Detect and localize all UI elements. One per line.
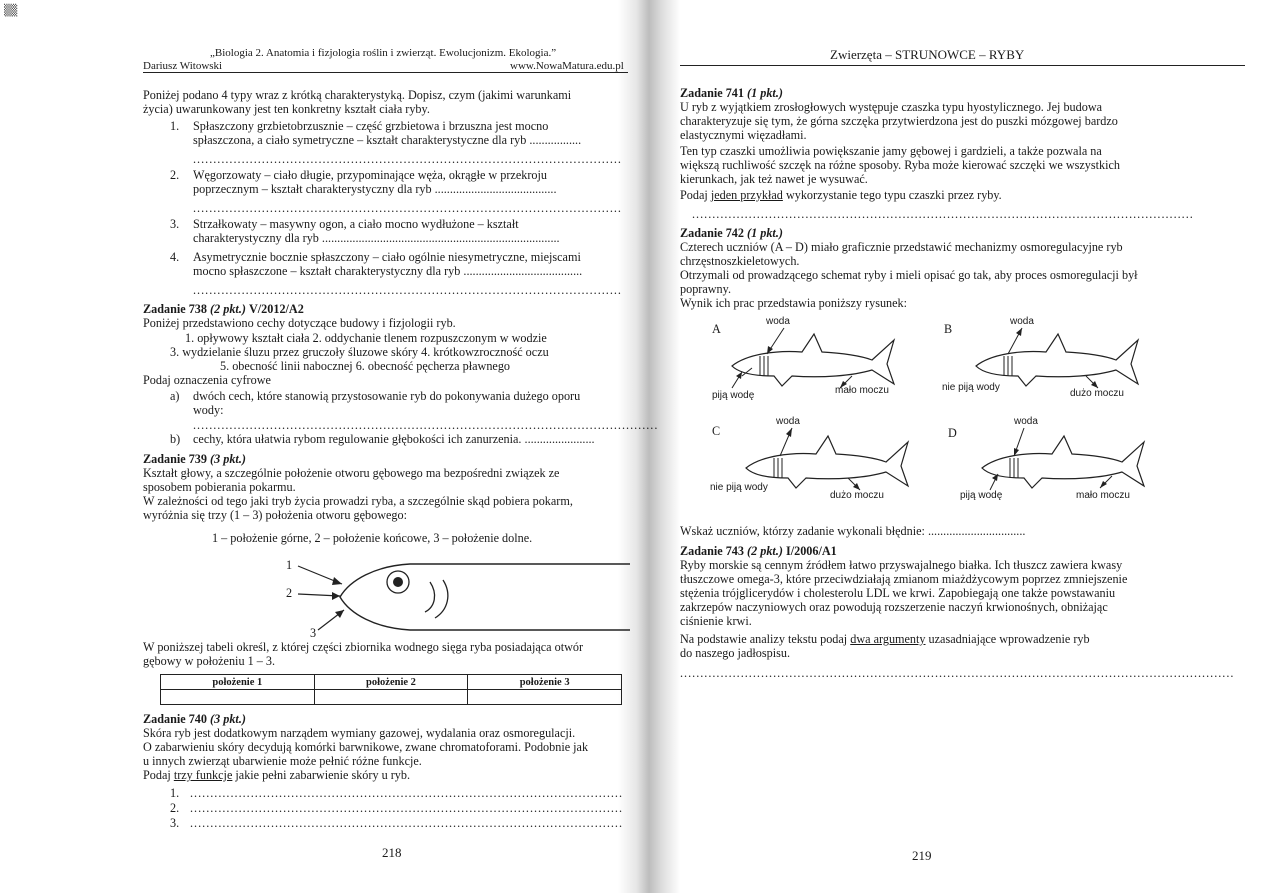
fish-head-diagram [280,552,630,647]
task-742-text: chrzęstnoszkieletowych. [680,254,800,268]
water-label: woda [776,416,800,427]
answer-line[interactable]: ........................................................................................................... [190,816,624,830]
item-text: Strzałkowaty – masywny ogon, a ciało mocno wydłużone – kształt [193,217,519,231]
task-743-ask [680,632,1090,646]
task-742-title: Zadanie 742 [680,226,744,240]
item-number: 2. [170,168,180,182]
position-number: 1 [286,558,293,572]
task-741-text: większą ruchliwość szczęk na różne sposoby. Ryba może kierować szczęki we wszystkich [680,158,1121,172]
answer-line[interactable]: .......................................................................................................... [193,201,622,215]
book-title: „Biologia 2. Anatomia i fizjologia roślin i zwierząt. Ewolucjonizm. Ekologia.” [210,47,557,59]
answer-line[interactable]: ............................................................................................................................ [692,207,1194,221]
feature-list: 5. obecność linii nabocznej 6. obecność pęcherza pławnego [220,359,511,373]
task-740-title: Zadanie 740 [143,712,207,726]
item-text: mocno spłaszczone – kształt charakterystyczny dla ryb ....................................... [193,264,583,278]
drink-label: nie piją wody [710,482,768,493]
intro-line-1: Poniżej podano 4 typy wraz z krótką charakterystyką. Dopisz, czym (jakimi warunkami [143,88,572,102]
panel-letter: D [948,426,957,440]
item-number: 4. [170,250,180,264]
task-740-text: Skóra ryb jest dodatkowym narządem wymiany gazowej, wydalania oraz osmoregulacji. [143,726,576,740]
task-740-text: u innych zwierząt ubarwienie może pełnić różne funkcje. [143,754,422,768]
ask-text: Podaj [680,188,711,202]
water-label: woda [766,316,790,327]
item-text: Asymetrycznie bocznie spłaszczony – ciało ogólnie niesymetryczne, miejscami [193,250,581,264]
drink-label: nie piją wody [942,382,1000,393]
task-741-points: (1 pkt.) [747,86,783,100]
ask-emphasis: jeden przykład [710,188,783,202]
item-text: spłaszczona, a ciało symetryczne – kształt charakterystyczne dla ryb ................. [193,133,582,147]
right-page [650,0,1263,893]
task-743-text: tłuszczowe omega-3, które przeciwdziałają zmianom miażdżycowym poprzez zmniejszenie [680,572,1128,586]
table-cell[interactable] [468,690,622,705]
task-742-ask: Wskaż uczniów, którzy zadanie wykonali błędnie: ................................ [680,524,1026,538]
task-740-ask [143,768,410,782]
ask-emphasis: dwa argumenty [850,632,926,646]
panel-letter: B [944,322,953,336]
intro-line-2: życia) uwarunkowany jest ten konkretny kształt ciała ryby. [143,102,430,116]
answer-line[interactable]: .......................................................................................................... [193,283,622,297]
mouth-positions: 1 – położenie górne, 2 – położenie końcowe, 3 – położenie dolne. [212,531,533,545]
shark-diagram-d [972,428,1152,498]
answer-number: 2. [170,801,180,815]
answer-line[interactable]: ......................................................................................................................................... [680,666,1235,680]
subtask-label: a) [170,389,180,403]
position-number: 3 [310,626,317,640]
task-743-text: zakrzepów naczyniowych oraz powodują rozszerzenie naczyń krwionośnych, obniżając [680,600,1108,614]
ask-text: Na podstawie analizy tekstu podaj [680,632,851,646]
urine-label: mało moczu [1076,490,1130,501]
task-742-points: (1 pkt.) [747,226,783,240]
author-name: Dariusz Witowski [143,60,223,72]
subtask-label: b) [170,432,181,446]
task-738-ask: Podaj oznaczenia cyfrowe [143,373,271,387]
panel-letter: C [712,424,721,438]
drink-label: piją wodę [712,390,755,401]
header-rule [680,65,1245,66]
answer-number: 1. [170,786,180,800]
subtask-a: wody: [193,403,224,417]
task-741-text: charakteryzuje się tym, że górna szczęka przytwierdzona jest do puszki mózgowej bardzo [680,114,1118,128]
task-743-ask: do naszego jadłospisu. [680,646,791,660]
subtask-a: dwóch cech, które stanowią przystosowanie ryb do pokonywania dużego oporu [193,389,581,403]
task-739-points: (3 pkt.) [210,452,246,466]
feature-list: 3. wydzielanie śluzu przez gruczoły śluzowe skóry 4. krótkowzroczność oczu [170,345,549,359]
table-header: położenie 2 [314,675,468,690]
task-741-text: kierunkach, jak też nawet je wysuwać. [680,172,868,186]
page-number: 219 [912,848,932,863]
task-741-title: Zadanie 741 [680,86,744,100]
urine-label: mało moczu [835,385,889,396]
task-738-intro: Poniżej przedstawiono cechy dotyczące budowy i fizjologii ryb. [143,316,456,330]
task-738-code: V/2012/A2 [248,302,304,316]
task-743-code: I/2006/A1 [785,544,837,558]
task-743-text: ciśnienie krwi. [680,614,752,628]
task-738-points: (2 pkt.) [210,302,246,316]
task-741-text: elastycznymi więzadłami. [680,128,807,142]
page-number: 218 [382,845,402,860]
table-header: położenie 3 [468,675,622,690]
ask-text: Podaj [143,768,174,782]
answer-line[interactable]: .......................................................................................................... [193,152,622,166]
water-label: woda [1014,416,1038,427]
ask-text: wykorzystanie tego typu czaszki przez ryby. [782,188,1002,202]
task-741-text: Ten typ czaszki umożliwia powiększanie jamy gębowej i gardzieli, a także pozwala na [680,144,1102,158]
task-739-text: W zależności od tego jaki tryb życia prowadzi ryba, a szczególnie skąd pobiera pokarm, [143,494,573,508]
answer-line[interactable]: ................................................................................................................... [193,418,659,432]
item-text: Węgorzowaty – ciało długie, przypominające węża, okrągłe w przekroju [193,168,547,182]
subtask-b: cechy, która ułatwia rybom regulowanie głębokości ich zanurzenia. ....................... [193,432,595,446]
task-742-text: poprawny. [680,282,731,296]
item-text: charakterystyczny dla ryb .............................................................................. [193,231,560,245]
answer-line[interactable]: ........................................................................................................... [190,786,624,800]
urine-label: dużo moczu [1070,388,1124,399]
task-742-text: Wynik ich prac przedstawia poniższy rysunek: [680,296,908,310]
table-cell[interactable] [314,690,468,705]
position-number: 2 [286,586,293,600]
task-743-text: Ryby morskie są cennym źródłem łatwo przyswajalnego białka. Ich tłuszcz zawiera kwasy [680,558,1123,572]
task-740-points: (3 pkt.) [210,712,246,726]
task-743-points: (2 pkt.) [747,544,783,558]
ask-text: uzasadniające wprowadzenie ryb [925,632,1090,646]
task-739-text: sposobem pobierania pokarmu. [143,480,296,494]
header-rule [143,72,628,73]
task-740-text: O zabarwieniu skóry decydują komórki barwnikowe, zwane chromatoforami. Podobnie jak [143,740,589,754]
website: www.NowaMatura.edu.pl [510,60,624,72]
task-742-text: Otrzymali od prowadzącego schemat ryby i mieli opisać go tak, aby proces osmoregulacji był [680,268,1138,282]
panel-letter: A [712,322,721,336]
scan-corner-mark: ▒▒ [4,4,18,17]
task-739-ask: gębowy w położeniu 1 – 3. [143,654,276,668]
answer-line[interactable]: ........................................................................................................... [190,801,624,815]
task-741-text: U ryb z wyjątkiem zrosłogłowych występuje czaszka typu hyostylicznego. Jej budowa [680,100,1103,114]
item-number: 1. [170,119,180,133]
item-text: poprzecznym – kształt charakterystyczny dla ryb ........................................ [193,182,557,196]
task-743-title: Zadanie 743 [680,544,744,558]
task-739-ask: W poniższej tabeli określ, z której części zbiornika wodnego sięga ryba posiadająca otwór [143,640,584,654]
ask-text: jakie pełni zabarwienie skóry u ryb. [232,768,411,782]
ask-emphasis: trzy funkcje [173,768,233,782]
feature-list: 1. opływowy kształt ciała 2. oddychanie tlenem rozpuszczonym w wodzie [185,331,547,345]
task-741-ask [680,188,1002,202]
table-cell[interactable] [161,690,315,705]
task-739-text: Kształt głowy, a szczególnie położenie otworu gębowego ma bezpośredni związek ze [143,466,560,480]
task-743-text: stężenia trójglicerydów i cholesterolu LDL we krwi. Zapobiegają one także powstawaniu [680,586,1116,600]
task-739-title: Zadanie 739 [143,452,207,466]
item-number: 3. [170,217,180,231]
water-label: woda [1010,316,1034,327]
drink-label: piją wodę [960,490,1003,501]
table-header: położenie 1 [161,675,315,690]
answer-number: 3. [170,816,180,830]
item-text: Spłaszczony grzbietobrzusznie – część grzbietowa i brzuszna jest mocno [193,119,549,133]
task-742-text: Czterech uczniów (A – D) miało graficznie przedstawić mechanizmy osmoregulacyjne ryb [680,240,1123,254]
task-738-title: Zadanie 738 [143,302,207,316]
chapter-header: Zwierzęta – STRUNOWCE – RYBY [830,47,1025,62]
urine-label: dużo moczu [830,490,884,501]
answer-table [160,674,622,705]
task-739-text: wyróżnia się trzy (1 – 3) położenia otworu gębowego: [143,508,407,522]
